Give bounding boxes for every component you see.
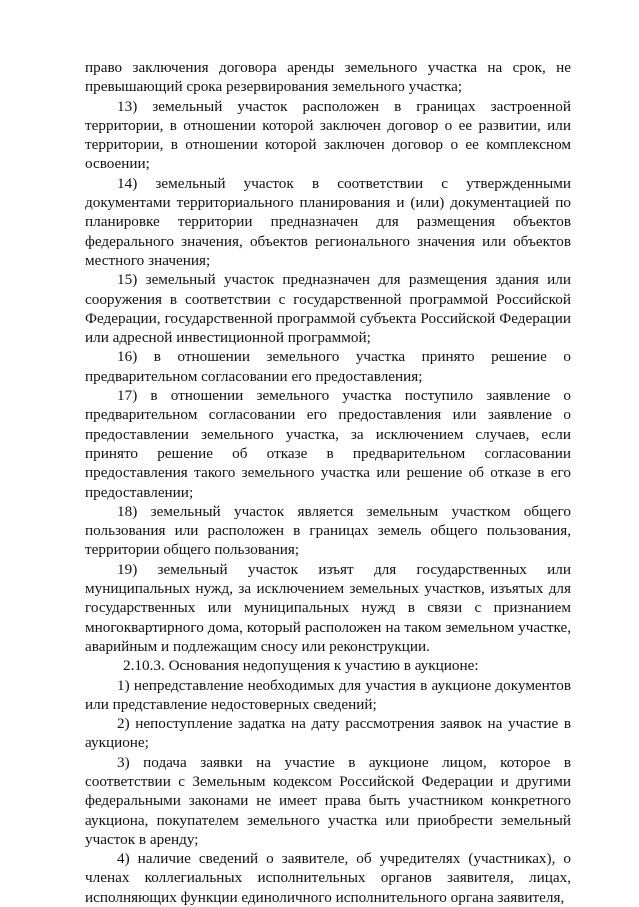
paragraph-item-14: 14) земельный участок в соответствии с утвержденными документами территориального планирования и (или) документацией по планировке территории предназначен для размещения объектов федерального значения, объектов регионального значения или объектов местного значения; [85,174,571,269]
paragraph-ground-4: 4) наличие сведений о заявителе, об учредителях (участниках), о членах коллегиальных исполнительных органов заявителя, лицах, исполняющих функции единоличного исполнительного органа заявителя, [85,850,571,906]
paragraph-continuation: право заключения договора аренды земельного участка на срок, не превышающий срока резервирования земельного участка; [85,59,571,96]
paragraph-item-16: 16) в отношении земельного участка принято решение о предварительном согласовании его предоставления; [85,348,571,385]
paragraph-ground-1: 1) непредставление необходимых для участия в аукционе документов или представление недостоверных сведений; [85,676,571,713]
section-heading-2-10-3: 2.10.3. Основания недопущения к участию в аукционе: [123,657,479,675]
paragraph-item-13: 13) земельный участок расположен в границах застроенной территории, в отношении которой заключен договор о ее развитии, или территории, в отношении которой заключен договор о ее комплексном освоении; [85,97,571,173]
paragraph-item-19: 19) земельный участок изъят для государственных или муниципальных нужд, за исключением земельных участков, изъятых для государственных или муниципальных нужд в связи с признанием многоквартирного дома, который расположен на таком земельном участке, аварийным и подлежащим сносу или реконструкции. [85,560,571,655]
paragraph-item-17: 17) в отношении земельного участка поступило заявление о предварительном согласовании его предоставления или заявление о предоставлении земельного участка, за исключением случаев, если принято решение об отказе в предварительном согласовании предоставления такого земельного участка или решение об отказе в его предоставлении; [85,387,571,501]
paragraph-item-15: 15) земельный участок предназначен для размещения здания или сооружения в соответствии с государственной программой Российской Федерации, государственной программой субъекта Российской Федерации или адресной инвестиционной программой; [85,271,571,347]
paragraph-ground-3: 3) подача заявки на участие в аукционе лицом, которое в соответствии с Земельным кодексом Российской Федерации и другими федеральными законами не имеет права быть участником конкретного аукциона, покупателем земельного участка или приобрести земельный участок в аренду; [85,753,571,848]
paragraph-item-18: 18) земельный участок является земельным участком общего пользования или расположен в границах земель общего пользования, территории общего пользования; [85,502,571,559]
paragraph-ground-2: 2) непоступление задатка на дату рассмотрения заявок на участие в аукционе; [85,715,571,752]
